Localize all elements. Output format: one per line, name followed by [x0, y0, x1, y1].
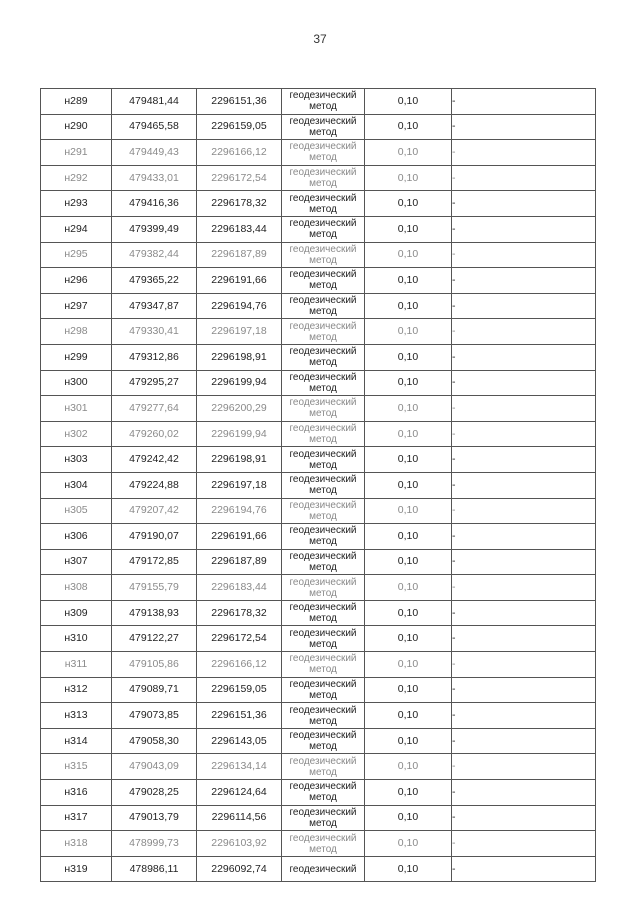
- method-cell: [282, 421, 365, 447]
- method-cell: [282, 396, 365, 422]
- accuracy-cell: 0,10: [365, 421, 452, 447]
- method-line-2: метод: [309, 306, 337, 318]
- y-coordinate-cell: 2296198,91: [197, 447, 282, 473]
- accuracy-cell: 0,10: [365, 293, 452, 319]
- method-cell: [282, 498, 365, 524]
- method-line-1: геодезический: [289, 653, 357, 665]
- note-cell: -: [452, 831, 596, 857]
- table-row: [41, 754, 596, 780]
- x-coordinate-cell: 479347,87: [112, 293, 197, 319]
- method-cell: [282, 549, 365, 575]
- method-line-2: метод: [309, 613, 337, 625]
- point-name-cell: н289: [41, 89, 112, 115]
- method-cell: [282, 626, 365, 652]
- method-line-1: геодезический: [289, 755, 357, 767]
- x-coordinate-cell: 479449,43: [112, 140, 197, 166]
- method-line-2: метод: [309, 434, 337, 446]
- point-name-cell: н293: [41, 191, 112, 217]
- method-line-1: геодезический: [289, 499, 357, 511]
- accuracy-cell: 0,10: [365, 447, 452, 473]
- x-coordinate-cell: 479105,86: [112, 652, 197, 678]
- y-coordinate-cell: 2296183,44: [197, 575, 282, 601]
- x-coordinate-cell: 479481,44: [112, 89, 197, 115]
- note-cell: -: [452, 89, 596, 115]
- table-row: [41, 780, 596, 806]
- note-cell: -: [452, 447, 596, 473]
- note-cell: -: [452, 216, 596, 242]
- table-row: [41, 652, 596, 678]
- method-line-1: геодезический: [289, 525, 357, 537]
- note-cell: -: [452, 319, 596, 345]
- note-cell: -: [452, 140, 596, 166]
- table-row: [41, 396, 596, 422]
- method-cell: [282, 191, 365, 217]
- point-name-cell: н300: [41, 370, 112, 396]
- method-cell: [282, 677, 365, 703]
- method-line-1: геодезический: [289, 806, 357, 818]
- note-cell: -: [452, 728, 596, 754]
- point-name-cell: н319: [41, 856, 112, 882]
- table-row: [41, 856, 596, 882]
- method-line-2: метод: [309, 459, 337, 471]
- point-name-cell: н305: [41, 498, 112, 524]
- method-line-1: геодезический: [289, 243, 357, 255]
- point-name-cell: н302: [41, 421, 112, 447]
- method-line-1: геодезический: [289, 141, 357, 153]
- page-number: 37: [313, 32, 327, 46]
- accuracy-cell: 0,10: [365, 472, 452, 498]
- coordinates-table-body: [41, 89, 596, 882]
- method-cell: [282, 856, 365, 882]
- method-line-1: геодезический: [289, 295, 357, 307]
- method-cell: [282, 370, 365, 396]
- note-cell: -: [452, 780, 596, 806]
- table-row: [41, 216, 596, 242]
- x-coordinate-cell: 479043,09: [112, 754, 197, 780]
- y-coordinate-cell: 2296172,54: [197, 626, 282, 652]
- method-line-1: геодезический: [289, 781, 357, 793]
- point-name-cell: н317: [41, 805, 112, 831]
- point-name-cell: н314: [41, 728, 112, 754]
- method-line-2: метод: [309, 843, 337, 855]
- table-row: [41, 805, 596, 831]
- point-name-cell: н296: [41, 268, 112, 294]
- method-line-2: метод: [309, 178, 337, 190]
- method-line-1: геодезический: [289, 90, 357, 102]
- y-coordinate-cell: 2296194,76: [197, 293, 282, 319]
- accuracy-cell: 0,10: [365, 549, 452, 575]
- note-cell: -: [452, 703, 596, 729]
- method-line-2: метод: [309, 792, 337, 804]
- x-coordinate-cell: 479295,27: [112, 370, 197, 396]
- y-coordinate-cell: 2296187,89: [197, 242, 282, 268]
- x-coordinate-cell: 479416,36: [112, 191, 197, 217]
- accuracy-cell: 0,10: [365, 677, 452, 703]
- y-coordinate-cell: 2296191,66: [197, 268, 282, 294]
- x-coordinate-cell: 479190,07: [112, 524, 197, 550]
- method-cell: [282, 600, 365, 626]
- accuracy-cell: 0,10: [365, 242, 452, 268]
- table-row: [41, 728, 596, 754]
- point-name-cell: н315: [41, 754, 112, 780]
- note-cell: -: [452, 498, 596, 524]
- x-coordinate-cell: 479155,79: [112, 575, 197, 601]
- x-coordinate-cell: 479058,30: [112, 728, 197, 754]
- note-cell: -: [452, 268, 596, 294]
- point-name-cell: н301: [41, 396, 112, 422]
- method-cell: [282, 524, 365, 550]
- method-line-2: метод: [309, 741, 337, 753]
- accuracy-cell: 0,10: [365, 805, 452, 831]
- y-coordinate-cell: 2296124,64: [197, 780, 282, 806]
- note-cell: -: [452, 524, 596, 550]
- point-name-cell: н294: [41, 216, 112, 242]
- x-coordinate-cell: 479312,86: [112, 344, 197, 370]
- method-cell: [282, 652, 365, 678]
- method-line-2: метод: [309, 587, 337, 599]
- table-row: [41, 344, 596, 370]
- method-line-1: геодезический: [289, 371, 357, 383]
- x-coordinate-cell: 479433,01: [112, 165, 197, 191]
- method-line-2: метод: [309, 485, 337, 497]
- x-coordinate-cell: 479365,22: [112, 268, 197, 294]
- method-cell: [282, 344, 365, 370]
- table-row: [41, 268, 596, 294]
- method-line-2: метод: [309, 229, 337, 241]
- y-coordinate-cell: 2296159,05: [197, 114, 282, 140]
- note-cell: -: [452, 805, 596, 831]
- point-name-cell: н295: [41, 242, 112, 268]
- method-cell: [282, 780, 365, 806]
- accuracy-cell: 0,10: [365, 498, 452, 524]
- method-line-2: метод: [309, 254, 337, 266]
- method-line-1: геодезический: [289, 115, 357, 127]
- method-cell: [282, 216, 365, 242]
- point-name-cell: н316: [41, 780, 112, 806]
- y-coordinate-cell: 2296134,14: [197, 754, 282, 780]
- x-coordinate-cell: 479260,02: [112, 421, 197, 447]
- accuracy-cell: 0,10: [365, 856, 452, 882]
- method-cell: [282, 831, 365, 857]
- method-line-2: метод: [309, 126, 337, 138]
- method-line-1: геодезический: [289, 730, 357, 742]
- y-coordinate-cell: 2296191,66: [197, 524, 282, 550]
- accuracy-cell: 0,10: [365, 140, 452, 166]
- table-row: [41, 498, 596, 524]
- accuracy-cell: 0,10: [365, 575, 452, 601]
- y-coordinate-cell: 2296166,12: [197, 140, 282, 166]
- point-name-cell: н310: [41, 626, 112, 652]
- table-row: [41, 831, 596, 857]
- method-cell: [282, 268, 365, 294]
- note-cell: -: [452, 191, 596, 217]
- method-line-1: геодезический: [289, 192, 357, 204]
- y-coordinate-cell: 2296183,44: [197, 216, 282, 242]
- point-name-cell: н312: [41, 677, 112, 703]
- accuracy-cell: 0,10: [365, 191, 452, 217]
- note-cell: -: [452, 344, 596, 370]
- x-coordinate-cell: 479138,93: [112, 600, 197, 626]
- method-cell: [282, 447, 365, 473]
- method-line-1: геодезический: [289, 832, 357, 844]
- note-cell: -: [452, 652, 596, 678]
- x-coordinate-cell: 479382,44: [112, 242, 197, 268]
- table-row: [41, 140, 596, 166]
- table-row: [41, 524, 596, 550]
- method-line-1: геодезический: [289, 704, 357, 716]
- y-coordinate-cell: 2296194,76: [197, 498, 282, 524]
- method-cell: [282, 293, 365, 319]
- y-coordinate-cell: 2296114,56: [197, 805, 282, 831]
- note-cell: -: [452, 626, 596, 652]
- method-line-2: метод: [309, 817, 337, 829]
- method-line-1: геодезический: [289, 423, 357, 435]
- note-cell: -: [452, 114, 596, 140]
- note-cell: -: [452, 242, 596, 268]
- table-row: [41, 114, 596, 140]
- method-cell: [282, 89, 365, 115]
- note-cell: -: [452, 677, 596, 703]
- table-row: [41, 319, 596, 345]
- method-cell: [282, 805, 365, 831]
- method-line-2: метод: [309, 715, 337, 727]
- point-name-cell: н292: [41, 165, 112, 191]
- method-line-2: метод: [309, 101, 337, 113]
- note-cell: -: [452, 856, 596, 882]
- point-name-cell: н306: [41, 524, 112, 550]
- note-cell: -: [452, 754, 596, 780]
- table-row: [41, 626, 596, 652]
- y-coordinate-cell: 2296172,54: [197, 165, 282, 191]
- method-line-2: метод: [309, 357, 337, 369]
- x-coordinate-cell: 479242,42: [112, 447, 197, 473]
- method-line-1: геодезический: [289, 448, 357, 460]
- y-coordinate-cell: 2296187,89: [197, 549, 282, 575]
- accuracy-cell: 0,10: [365, 114, 452, 140]
- method-line-1: геодезический: [289, 474, 357, 486]
- point-name-cell: н297: [41, 293, 112, 319]
- method-line-1: геодезический: [289, 320, 357, 332]
- method-cell: [282, 140, 365, 166]
- accuracy-cell: 0,10: [365, 831, 452, 857]
- method-line-1: геодезический: [289, 218, 357, 230]
- table-row: [41, 703, 596, 729]
- accuracy-cell: 0,10: [365, 600, 452, 626]
- table-row: [41, 677, 596, 703]
- point-name-cell: н307: [41, 549, 112, 575]
- method-line-2: метод: [309, 510, 337, 522]
- x-coordinate-cell: 479013,79: [112, 805, 197, 831]
- point-name-cell: н318: [41, 831, 112, 857]
- y-coordinate-cell: 2296197,18: [197, 319, 282, 345]
- method-line-1: геодезический: [289, 627, 357, 639]
- x-coordinate-cell: 479207,42: [112, 498, 197, 524]
- method-line-2: метод: [309, 152, 337, 164]
- point-name-cell: н308: [41, 575, 112, 601]
- note-cell: -: [452, 421, 596, 447]
- method-cell: [282, 703, 365, 729]
- x-coordinate-cell: 479089,71: [112, 677, 197, 703]
- accuracy-cell: 0,10: [365, 165, 452, 191]
- method-line-2: метод: [309, 331, 337, 343]
- accuracy-cell: 0,10: [365, 89, 452, 115]
- x-coordinate-cell: 479073,85: [112, 703, 197, 729]
- y-coordinate-cell: 2296143,05: [197, 728, 282, 754]
- x-coordinate-cell: 478999,73: [112, 831, 197, 857]
- table-row: [41, 421, 596, 447]
- y-coordinate-cell: 2296151,36: [197, 703, 282, 729]
- y-coordinate-cell: 2296199,94: [197, 370, 282, 396]
- x-coordinate-cell: 479122,27: [112, 626, 197, 652]
- accuracy-cell: 0,10: [365, 728, 452, 754]
- accuracy-cell: 0,10: [365, 344, 452, 370]
- y-coordinate-cell: 2296178,32: [197, 191, 282, 217]
- note-cell: -: [452, 472, 596, 498]
- point-name-cell: н311: [41, 652, 112, 678]
- method-line-2: метод: [309, 536, 337, 548]
- y-coordinate-cell: 2296151,36: [197, 89, 282, 115]
- note-cell: -: [452, 549, 596, 575]
- accuracy-cell: 0,10: [365, 754, 452, 780]
- accuracy-cell: 0,10: [365, 319, 452, 345]
- method-line-2: метод: [309, 561, 337, 573]
- method-line-2: метод: [309, 203, 337, 215]
- point-name-cell: н291: [41, 140, 112, 166]
- y-coordinate-cell: 2296198,91: [197, 344, 282, 370]
- note-cell: -: [452, 600, 596, 626]
- table-row: [41, 447, 596, 473]
- method-cell: [282, 165, 365, 191]
- x-coordinate-cell: 479028,25: [112, 780, 197, 806]
- note-cell: -: [452, 293, 596, 319]
- method-line-1: геодезический: [289, 269, 357, 281]
- y-coordinate-cell: 2296103,92: [197, 831, 282, 857]
- accuracy-cell: 0,10: [365, 626, 452, 652]
- method-line-2: метод: [309, 280, 337, 292]
- accuracy-cell: 0,10: [365, 780, 452, 806]
- y-coordinate-cell: 2296199,94: [197, 421, 282, 447]
- table-row: [41, 89, 596, 115]
- method-cell: [282, 575, 365, 601]
- x-coordinate-cell: 479224,88: [112, 472, 197, 498]
- method-line-1: геодезический: [289, 550, 357, 562]
- point-name-cell: н290: [41, 114, 112, 140]
- x-coordinate-cell: 479277,64: [112, 396, 197, 422]
- note-cell: -: [452, 370, 596, 396]
- point-name-cell: н309: [41, 600, 112, 626]
- method-cell: [282, 319, 365, 345]
- x-coordinate-cell: 479399,49: [112, 216, 197, 242]
- note-cell: -: [452, 575, 596, 601]
- method-line-1: геодезический: [289, 167, 357, 179]
- method-line-2: метод: [309, 382, 337, 394]
- method-cell: [282, 114, 365, 140]
- method-line-1: геодезический: [289, 576, 357, 588]
- table-row: [41, 293, 596, 319]
- point-name-cell: н298: [41, 319, 112, 345]
- table-row: [41, 472, 596, 498]
- accuracy-cell: 0,10: [365, 524, 452, 550]
- method-line-2: метод: [309, 408, 337, 420]
- method-line-1: геодезический: [289, 346, 357, 358]
- accuracy-cell: 0,10: [365, 652, 452, 678]
- accuracy-cell: 0,10: [365, 396, 452, 422]
- method-line-1: геодезический: [289, 602, 357, 614]
- accuracy-cell: 0,10: [365, 703, 452, 729]
- point-name-cell: н304: [41, 472, 112, 498]
- note-cell: -: [452, 165, 596, 191]
- method-cell: [282, 472, 365, 498]
- table-row: [41, 370, 596, 396]
- table-row: [41, 575, 596, 601]
- x-coordinate-cell: 478986,11: [112, 856, 197, 882]
- table-row: [41, 242, 596, 268]
- method-line-2: метод: [309, 689, 337, 701]
- x-coordinate-cell: 479172,85: [112, 549, 197, 575]
- table-row: [41, 600, 596, 626]
- method-cell: [282, 754, 365, 780]
- method-line-2: метод: [309, 664, 337, 676]
- y-coordinate-cell: 2296166,12: [197, 652, 282, 678]
- coordinates-table: [40, 88, 596, 882]
- y-coordinate-cell: 2296197,18: [197, 472, 282, 498]
- x-coordinate-cell: 479330,41: [112, 319, 197, 345]
- point-name-cell: н299: [41, 344, 112, 370]
- method-cell: [282, 242, 365, 268]
- method-line-1: геодезический: [289, 397, 357, 409]
- point-name-cell: н313: [41, 703, 112, 729]
- method-line-1: геодезический: [289, 678, 357, 690]
- accuracy-cell: 0,10: [365, 370, 452, 396]
- method-cell: [282, 728, 365, 754]
- method-line-1: геодезический: [289, 863, 357, 875]
- y-coordinate-cell: 2296159,05: [197, 677, 282, 703]
- table-row: [41, 191, 596, 217]
- method-line-2: метод: [309, 638, 337, 650]
- accuracy-cell: 0,10: [365, 216, 452, 242]
- x-coordinate-cell: 479465,58: [112, 114, 197, 140]
- y-coordinate-cell: 2296092,74: [197, 856, 282, 882]
- y-coordinate-cell: 2296178,32: [197, 600, 282, 626]
- y-coordinate-cell: 2296200,29: [197, 396, 282, 422]
- table-row: [41, 549, 596, 575]
- note-cell: -: [452, 396, 596, 422]
- method-line-2: метод: [309, 766, 337, 778]
- point-name-cell: н303: [41, 447, 112, 473]
- accuracy-cell: 0,10: [365, 268, 452, 294]
- table-row: [41, 165, 596, 191]
